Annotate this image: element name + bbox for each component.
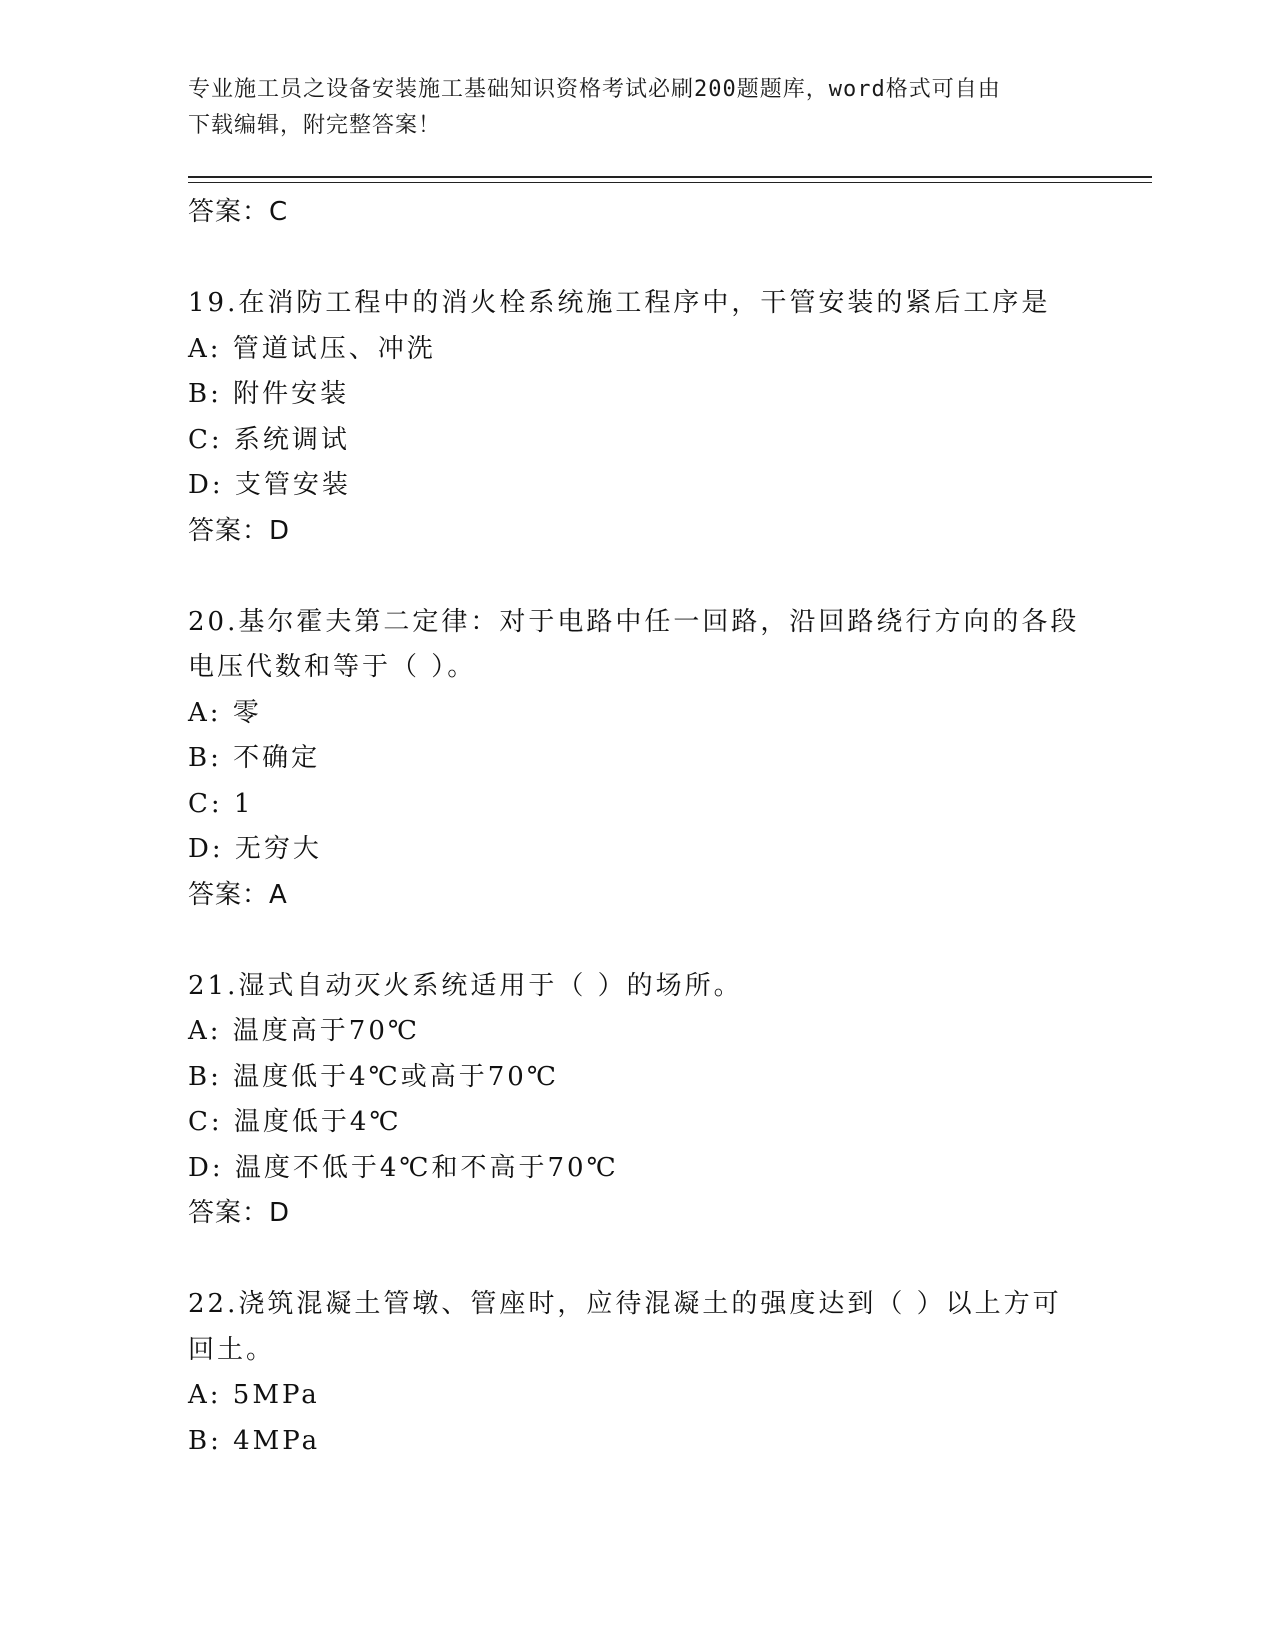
previous-answer: 答案：C [188,197,289,227]
option-d: D: 支管安装 [188,470,351,500]
question-stem-continued: 电压代数和等于（ ）。 [188,652,477,682]
option-d: D: 温度不低于4℃和不高于70℃ [188,1152,619,1183]
question-22 [188,1282,1088,1464]
answer-line: 答案：A [188,879,288,910]
document-header [188,72,1068,144]
option-b: B: 附件安装 [188,379,350,409]
option-c: C: 1 [188,788,254,819]
spacer [188,918,1088,964]
question-stem: 20.基尔霍夫第二定律：对于电路中任一回路，沿回路绕行方向的各段 [188,606,1080,637]
option-b: B: 温度低于4℃或高于70℃ [188,1061,559,1092]
question-20 [188,600,1088,919]
option-a: A: 温度高于70℃ [188,1016,420,1046]
header-rule-thin [188,182,1152,183]
option-a: A: 零 [188,697,262,728]
spacer [188,554,1088,600]
question-stem: 22.浇筑混凝土管墩、管座时，应待混凝土的强度达到（ ）以上方可 [188,1289,1062,1319]
question-21 [188,964,1088,1237]
option-b: B: 不确定 [188,743,321,773]
header-line-1: 专业施工员之设备安装施工基础知识资格考试必刷200题题库，word格式可自由 [188,77,1001,102]
question-stem: 21.湿式自动灭火系统适用于（ ）的场所。 [188,970,743,1001]
option-a: A: 5MPa [188,1380,320,1410]
option-c: C: 系统调试 [188,424,350,455]
option-b: B: 4MPa [188,1425,321,1456]
question-19 [188,281,1088,554]
header-rule-thick [188,176,1152,178]
option-d: D: 无穷大 [188,834,322,864]
spacer [188,236,1088,282]
question-stem-continued: 回土。 [188,1334,276,1365]
question-list [188,190,1088,1464]
answer-line: 答案：D [188,1198,291,1228]
header-line-2: 下载编辑，附完整答案！ [188,113,442,138]
option-a: A: 管道试压、冲洗 [188,333,436,364]
option-c: C: 温度低于4℃ [188,1107,402,1137]
question-stem: 19.在消防工程中的消火栓系统施工程序中，干管安装的紧后工序是 [188,288,1051,318]
answer-line: 答案：D [188,515,291,546]
spacer [188,1237,1088,1283]
